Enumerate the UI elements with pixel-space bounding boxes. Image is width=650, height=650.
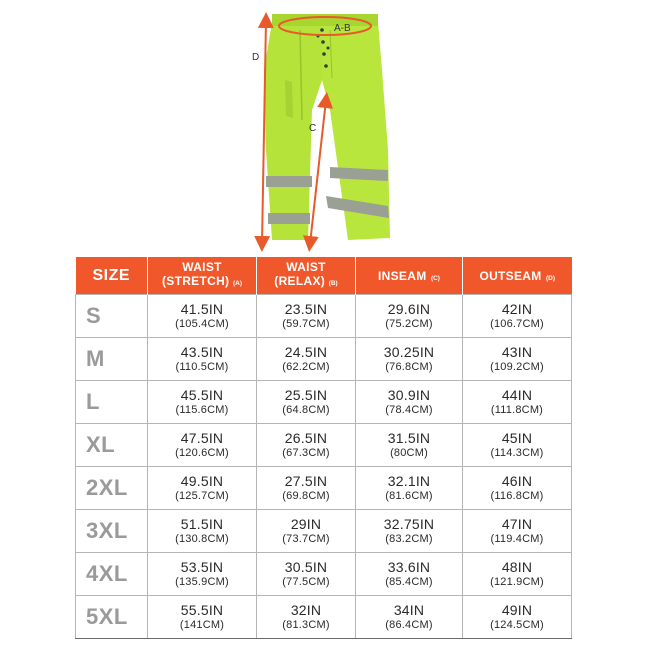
table-row bbox=[76, 553, 572, 596]
inseam-cell: 33.6IN (85.4CM) bbox=[356, 553, 463, 596]
inseam-arrow bbox=[310, 100, 326, 244]
outseam-cell: 42IN (106.7CM) bbox=[463, 295, 572, 338]
table-row bbox=[76, 424, 572, 467]
size-cell: 4XL bbox=[76, 553, 148, 596]
waist-relax-cell: 26.5IN (67.3CM) bbox=[257, 424, 356, 467]
waist-relax-cell: 30.5IN (77.5CM) bbox=[257, 553, 356, 596]
inseam-cell: 34IN (86.4CM) bbox=[356, 596, 463, 639]
pants-illustration bbox=[0, 0, 650, 255]
inseam-cell: 32.75IN (83.2CM) bbox=[356, 510, 463, 553]
table-row bbox=[76, 381, 572, 424]
waist-label: A-B bbox=[334, 23, 351, 34]
waist-stretch-cell: 41.5IN (105.4CM) bbox=[148, 295, 257, 338]
waist-stretch-cell: 49.5IN (125.7CM) bbox=[148, 467, 257, 510]
waist-relax-cell: 32IN (81.3CM) bbox=[257, 596, 356, 639]
table-row bbox=[76, 467, 572, 510]
waist-stretch-cell: 51.5IN (130.8CM) bbox=[148, 510, 257, 553]
waist-relax-cell: 25.5IN (64.8CM) bbox=[257, 381, 356, 424]
inseam-cell: 31.5IN (80CM) bbox=[356, 424, 463, 467]
header-inseam: INSEAM (C) bbox=[356, 257, 463, 295]
header-size: SIZE bbox=[76, 257, 148, 295]
waist-relax-cell: 24.5IN (62.2CM) bbox=[257, 338, 356, 381]
outseam-cell: 48IN (121.9CM) bbox=[463, 553, 572, 596]
table-row bbox=[76, 338, 572, 381]
outseam-cell: 46IN (116.8CM) bbox=[463, 467, 572, 510]
waist-relax-cell: 23.5IN (59.7CM) bbox=[257, 295, 356, 338]
table-row bbox=[76, 596, 572, 639]
inseam-cell: 30.9IN (78.4CM) bbox=[356, 381, 463, 424]
inseam-cell: 29.6IN (75.2CM) bbox=[356, 295, 463, 338]
hi-vis-pants bbox=[264, 14, 390, 240]
size-cell: 5XL bbox=[76, 596, 148, 639]
reflective-stripe bbox=[266, 176, 312, 187]
waist-stretch-cell: 53.5IN (135.9CM) bbox=[148, 553, 257, 596]
size-cell: S bbox=[76, 295, 148, 338]
header-outseam: OUTSEAM (D) bbox=[463, 257, 572, 295]
waist-stretch-cell: 45.5IN (115.6CM) bbox=[148, 381, 257, 424]
header-waist-stretch: WAIST (STRETCH) (A) bbox=[148, 257, 257, 295]
outseam-cell: 43IN (109.2CM) bbox=[463, 338, 572, 381]
outseam-arrow bbox=[262, 20, 266, 244]
reflective-stripe bbox=[268, 213, 310, 224]
outseam-label: D bbox=[252, 52, 260, 63]
outseam-cell: 49IN (124.5CM) bbox=[463, 596, 572, 639]
waist-stretch-cell: 47.5IN (120.6CM) bbox=[148, 424, 257, 467]
waist-relax-cell: 27.5IN (69.8CM) bbox=[257, 467, 356, 510]
inseam-cell: 32.1IN (81.6CM) bbox=[356, 467, 463, 510]
header-row bbox=[76, 257, 572, 295]
inseam-cell: 30.25IN (76.8CM) bbox=[356, 338, 463, 381]
size-cell: 3XL bbox=[76, 510, 148, 553]
size-cell: 2XL bbox=[76, 467, 148, 510]
outseam-cell: 44IN (111.8CM) bbox=[463, 381, 572, 424]
size-cell: M bbox=[76, 338, 148, 381]
table-row bbox=[76, 510, 572, 553]
outseam-cell: 47IN (119.4CM) bbox=[463, 510, 572, 553]
header-waist-relax: WAIST (RELAX) (B) bbox=[257, 257, 356, 295]
outseam-cell: 45IN (114.3CM) bbox=[463, 424, 572, 467]
waist-stretch-cell: 43.5IN (110.5CM) bbox=[148, 338, 257, 381]
waist-stretch-cell: 55.5IN (141CM) bbox=[148, 596, 257, 639]
waist-relax-cell: 29IN (73.7CM) bbox=[257, 510, 356, 553]
table-row bbox=[76, 295, 572, 338]
inseam-label: C bbox=[309, 123, 317, 134]
size-cell: L bbox=[76, 381, 148, 424]
size-cell: XL bbox=[76, 424, 148, 467]
size-chart-table bbox=[75, 257, 572, 639]
